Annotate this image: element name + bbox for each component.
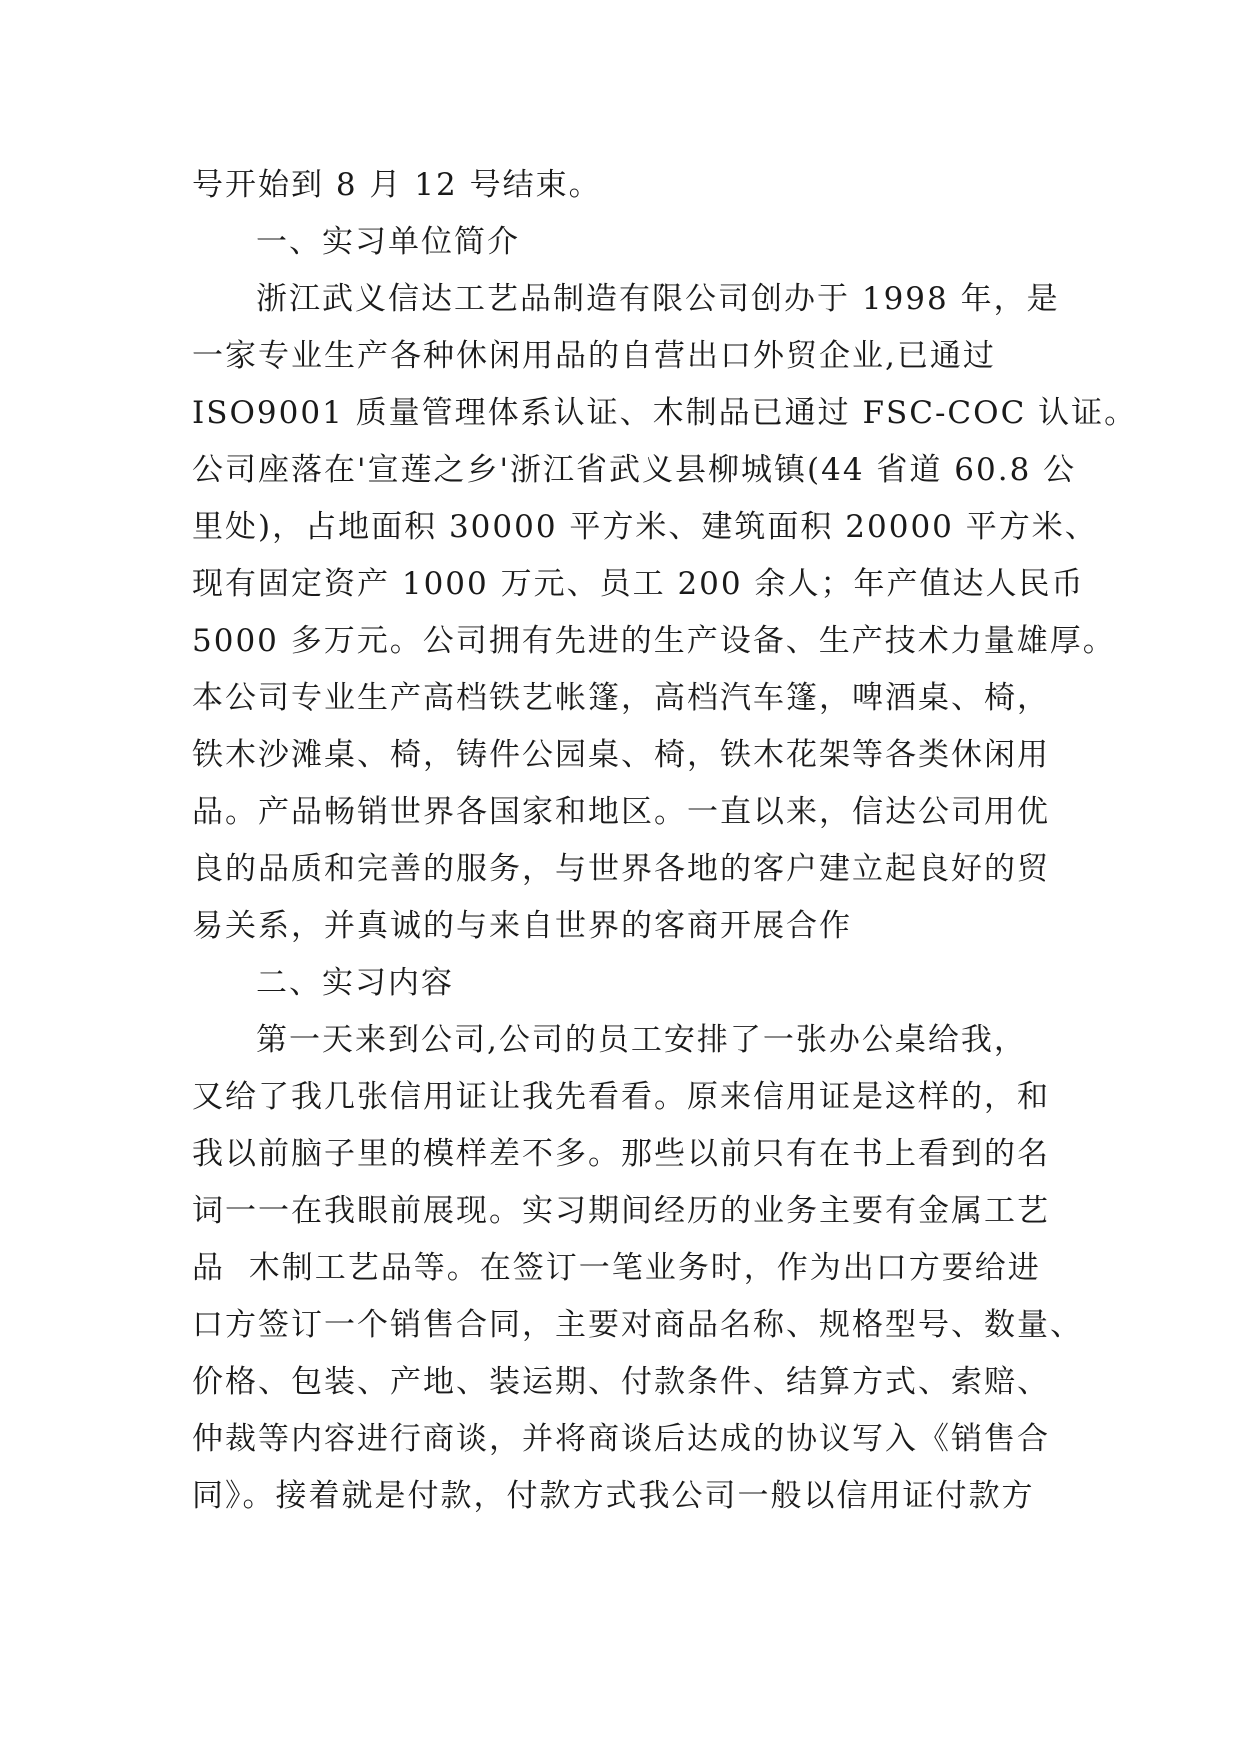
body-text xyxy=(192,157,1138,1525)
text-line: 现有固定资产 1000 万元、员工 200 余人；年产值达人民币 xyxy=(192,566,1085,602)
text-line: ISO9001 质量管理体系认证、木制品已通过 FSC-COC 认证。 xyxy=(192,395,1138,431)
section-heading-internship-content: 二、实习内容 xyxy=(256,965,454,1001)
text-line: 同》。接着就是付款，付款方式我公司一般以信用证付款方 xyxy=(192,1478,1035,1514)
section-heading-internship-unit: 一、实习单位简介 xyxy=(256,224,520,260)
text-line: 一家专业生产各种休闲用品的自营出口外贸企业,已通过 xyxy=(192,338,996,374)
text-line: 我以前脑子里的模样差不多。那些以前只有在书上看到的名 xyxy=(192,1136,1050,1172)
text-line: 又给了我几张信用证让我先看看。原来信用证是这样的，和 xyxy=(192,1079,1050,1115)
text-line: 品。产品畅销世界各国家和地区。一直以来，信达公司用优 xyxy=(192,794,1050,830)
text-line: 词一一在我眼前展现。实习期间经历的业务主要有金属工艺 xyxy=(192,1193,1050,1229)
text-line: 口方签订一个销售合同，主要对商品名称、规格型号、数量、 xyxy=(192,1307,1083,1343)
text-line: 里处)，占地面积 30000 平方米、建筑面积 20000 平方米、 xyxy=(192,509,1098,545)
text-line: 浙江武义信达工艺品制造有限公司创办于 1998 年，是 xyxy=(256,281,1060,317)
text-line: 品 木制工艺品等。在签订一笔业务时，作为出口方要给进 xyxy=(192,1250,1041,1286)
text-line: 5000 多万元。公司拥有先进的生产设备、生产技术力量雄厚。 xyxy=(192,623,1116,659)
text-line: 第一天来到公司,公司的员工安排了一张办公桌给我， xyxy=(256,1022,1027,1058)
text-line: 仲裁等内容进行商谈，并将商谈后达成的协议写入《销售合 xyxy=(192,1421,1050,1457)
text-line: 本公司专业生产高档铁艺帐篷，高档汽车篷，啤酒桌、椅， xyxy=(192,680,1050,716)
text-line: 易关系，并真诚的与来自世界的客商开展合作 xyxy=(192,908,852,944)
text-line: 价格、包装、产地、装运期、付款条件、结算方式、索赔、 xyxy=(192,1364,1050,1400)
text-line: 公司座落在'宣莲之乡'浙江省武义县柳城镇(44 省道 60.8 公 xyxy=(192,452,1077,488)
text-line: 良的品质和完善的服务，与世界各地的客户建立起良好的贸 xyxy=(192,851,1050,887)
text-line: 号开始到 8 月 12 号结束。 xyxy=(192,167,602,203)
text-line: 铁木沙滩桌、椅，铸件公园桌、椅，铁木花架等各类休闲用 xyxy=(192,737,1050,773)
